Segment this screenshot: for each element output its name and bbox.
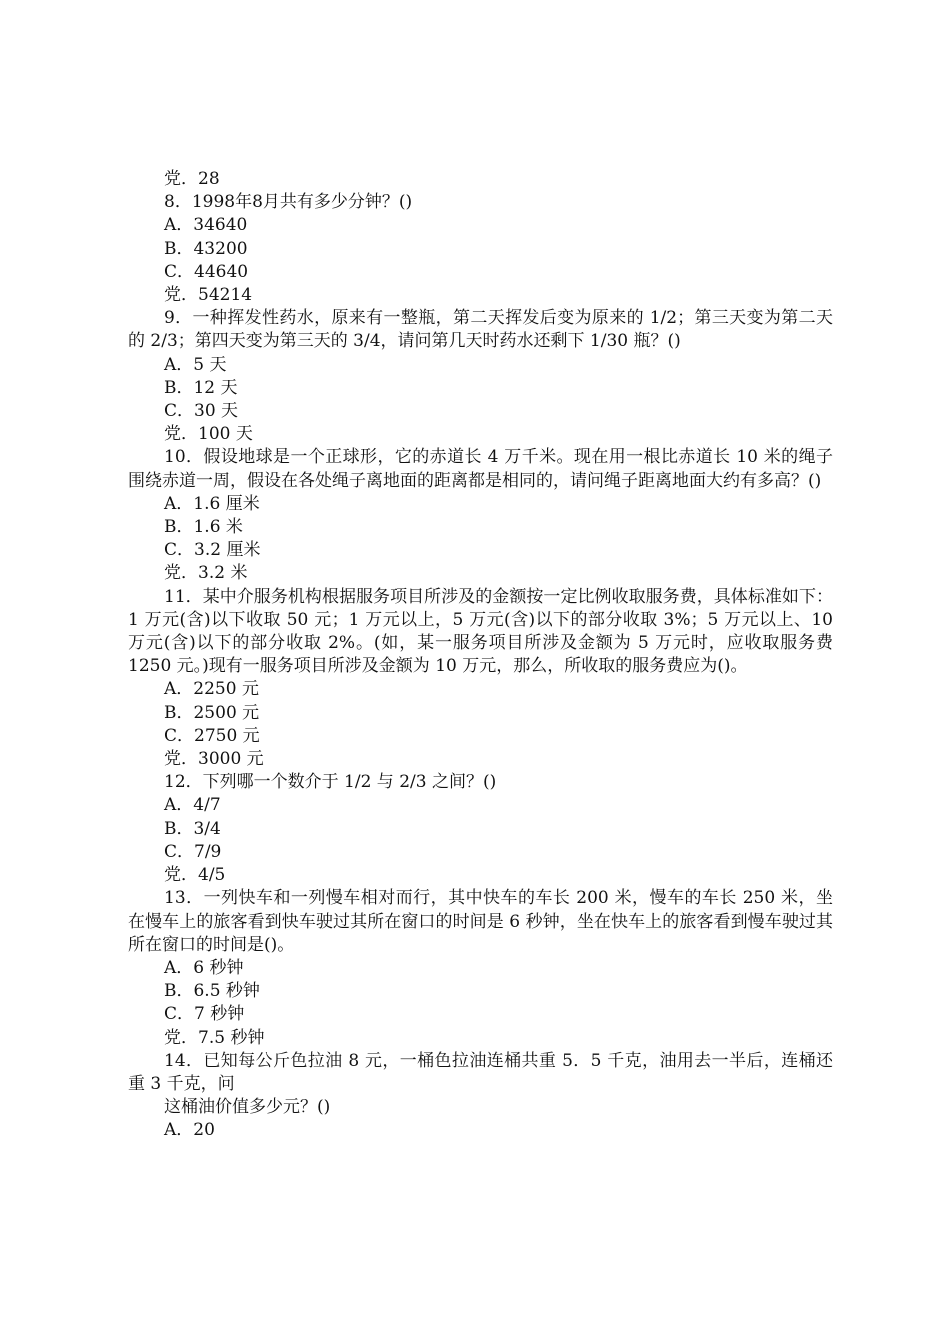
text-line: B．3/4 <box>164 818 221 839</box>
text-line: C．3.2 厘米 <box>164 540 261 561</box>
text-line: B．6.5 秒钟 <box>164 981 260 1002</box>
text-line: A．4/7 <box>164 795 221 816</box>
text-line: 8．1998年8月共有多少分钟？() <box>164 192 413 213</box>
text-line: 党．100 天 <box>164 424 253 445</box>
text-line: C．2750 元 <box>164 725 260 746</box>
text-line: C．7/9 <box>164 841 222 862</box>
text-line: C．44640 <box>164 261 249 282</box>
document-body <box>128 168 833 1143</box>
text-line: B．2500 元 <box>164 702 260 723</box>
text-line: A．20 <box>164 1120 215 1141</box>
text-line: 党．28 <box>164 169 220 189</box>
question-paragraph: 9．一种挥发性药水，原来有一整瓶，第二天挥发后变为原来的 1/2；第三天变为第二天的 2/3；第四天变为第三天的 3/4，请问第几天时药水还剩下 1/30 瓶？() <box>128 308 833 352</box>
text-line: 这桶油价值多少元？() <box>164 1097 331 1118</box>
text-line: A．2250 元 <box>164 679 259 700</box>
text-line: 党．3.2 米 <box>164 563 248 584</box>
text-line: C．30 天 <box>164 401 239 422</box>
text-line: 党．3000 元 <box>164 749 264 770</box>
text-line: A．1.6 厘米 <box>164 493 260 514</box>
text-line: A．34640 <box>164 215 248 236</box>
text-line: B．12 天 <box>164 377 238 398</box>
text-line: 党．54214 <box>164 285 253 306</box>
text-line: B．43200 <box>164 238 248 259</box>
text-line: A．5 天 <box>164 354 227 375</box>
question-paragraph: 11．某中介服务机构根据服务项目所涉及的金额按一定比例收取服务费，具体标准如下：1 万元(含)以下收取 50 元；1 万元以上，5 万元(含)以下的部分收取 3%；5 万元以上、10 万元(含)以下的部分收取 2%。(如，某一服务项目所涉及金额为 5 万元时，应收取服务费 1250 元。)现有一服务项目所涉及金额为 10 万元，那么，所收取的服务费应为()。 <box>128 586 833 677</box>
text-line: C．7 秒钟 <box>164 1004 245 1025</box>
text-line: 党．4/5 <box>164 865 226 886</box>
question-paragraph: 13．一列快车和一列慢车相对而行，其中快车的车长 200 米，慢车的车长 250 米，坐在慢车上的旅客看到快车驶过其所在窗口的时间是 6 秒钟，坐在快车上的旅客看到慢车驶过其所在窗口的时间是()。 <box>128 888 833 955</box>
question-paragraph: 14．已知每公斤色拉油 8 元，一桶色拉油连桶共重 5．5 千克，油用去一半后，连桶还重 3 千克，问 <box>128 1050 833 1094</box>
text-line: 12．下列哪一个数介于 1/2 与 2/3 之间？() <box>164 772 497 793</box>
text-line: 党．7.5 秒钟 <box>164 1027 265 1048</box>
question-paragraph: 10．假设地球是一个正球形，它的赤道长 4 万千米。现在用一根比赤道长 10 米的绳子围绕赤道一周，假设在各处绳子离地面的距离都是相同的，请问绳子距离地面大约有多高？() <box>128 447 833 491</box>
text-line: B．1.6 米 <box>164 517 243 538</box>
text-line: A．6 秒钟 <box>164 957 244 978</box>
